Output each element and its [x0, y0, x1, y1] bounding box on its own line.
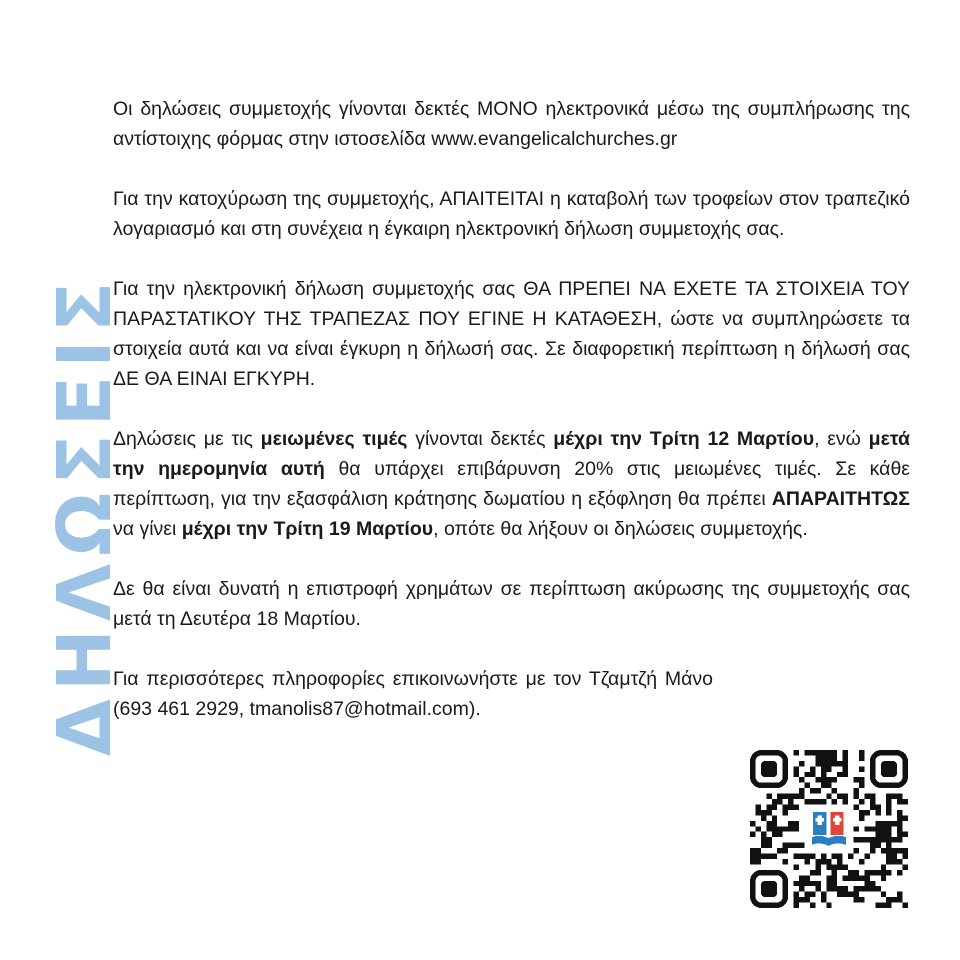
qr-module	[903, 815, 908, 820]
qr-module	[854, 794, 859, 799]
qr-module	[886, 843, 891, 848]
qr-module	[772, 815, 777, 820]
qr-module	[755, 854, 760, 859]
qr-module	[897, 815, 902, 820]
qr-module	[886, 837, 891, 842]
qr-module	[766, 854, 771, 859]
qr-module	[815, 750, 820, 755]
qr-module	[826, 777, 831, 782]
qr-module	[903, 799, 908, 804]
qr-module	[870, 881, 875, 886]
qr-module	[837, 761, 842, 766]
qr-module	[810, 892, 815, 897]
qr-module	[777, 794, 782, 799]
qr-module	[815, 859, 820, 864]
qr-module	[832, 777, 837, 782]
qr-module	[772, 804, 777, 809]
qr-module	[843, 766, 848, 771]
qr-module	[843, 761, 848, 766]
body-text	[113, 94, 910, 724]
qr-module	[875, 886, 880, 891]
paragraph-refund: Δε θα είναι δυνατή η επιστροφή χρημάτων σε περίπτωση ακύρωσης της συμμετοχής σας μετά τη Δευτέρα 18 Μαρτίου.	[113, 578, 910, 630]
qr-module	[794, 750, 799, 755]
qr-module	[832, 886, 837, 891]
qr-module	[837, 892, 842, 897]
qr-module	[903, 848, 908, 853]
qr-module	[799, 881, 804, 886]
qr-module	[783, 859, 788, 864]
qr-module	[799, 886, 804, 891]
qr-module	[886, 810, 891, 815]
qr-module	[799, 761, 804, 766]
qr-module	[886, 821, 891, 826]
paragraph-deadlines	[113, 424, 910, 544]
qr-module	[761, 837, 766, 842]
qr-module	[892, 837, 897, 842]
qr-module	[903, 854, 908, 859]
qr-module	[810, 903, 815, 908]
qr-module	[886, 799, 891, 804]
qr-module	[804, 892, 809, 897]
qr-module	[815, 864, 820, 869]
qr-module	[794, 826, 799, 831]
qr-finder-center	[881, 761, 897, 777]
qr-module	[892, 854, 897, 859]
qr-module	[810, 772, 815, 777]
qr-module	[843, 799, 848, 804]
qr-module	[870, 843, 875, 848]
qr-module	[799, 788, 804, 793]
qr-module	[761, 832, 766, 837]
qr-module	[886, 859, 891, 864]
qr-module	[854, 777, 859, 782]
qr-module	[881, 875, 886, 880]
qr-module	[783, 843, 788, 848]
qr-module	[875, 810, 880, 815]
qr-module	[783, 794, 788, 799]
qr-module	[854, 826, 859, 831]
qr-module	[804, 772, 809, 777]
qr-module	[875, 837, 880, 842]
qr-module	[870, 870, 875, 875]
qr-module	[821, 859, 826, 864]
qr-module	[799, 897, 804, 902]
qr-module	[859, 755, 864, 760]
qr-module	[794, 881, 799, 886]
logo-cross	[815, 818, 824, 821]
qr-module	[821, 897, 826, 902]
qr-module	[859, 859, 864, 864]
qr-module	[886, 794, 891, 799]
qr-module	[864, 794, 869, 799]
qr-module	[794, 804, 799, 809]
qr-module	[832, 750, 837, 755]
qr-module	[794, 794, 799, 799]
qr-module	[794, 892, 799, 897]
qr-module	[886, 870, 891, 875]
qr-module	[804, 854, 809, 859]
qr-module	[832, 864, 837, 869]
deadline-text: Δηλώσεις με τις	[113, 428, 261, 450]
deadline-text: θα υπάρχει επιβάρυνση 20% στις μειωμένες τιμές. Σε κάθε περίπτωση, για την εξασφάλιση κράτησης δωματίου η εξόφληση θα πρέπει	[113, 458, 910, 510]
qr-module	[843, 886, 848, 891]
side-title: ΔΗΛΩΣΕΙΣ	[42, 273, 128, 757]
qr-module	[821, 772, 826, 777]
qr-module	[794, 772, 799, 777]
qr-module	[826, 886, 831, 891]
qr-module	[859, 783, 864, 788]
qr-module	[859, 777, 864, 782]
qr-module	[859, 766, 864, 771]
qr-module	[864, 881, 869, 886]
qr-module	[843, 864, 848, 869]
qr-module	[848, 870, 853, 875]
qr-module	[826, 881, 831, 886]
qr-module	[897, 832, 902, 837]
qr-module	[826, 794, 831, 799]
qr-module	[837, 794, 842, 799]
qr-module	[799, 794, 804, 799]
qr-module	[854, 886, 859, 891]
qr-module	[897, 837, 902, 842]
qr-module	[766, 837, 771, 842]
qr-module	[750, 854, 755, 859]
qr-module	[837, 886, 842, 891]
qr-module	[897, 810, 902, 815]
qr-module	[788, 821, 793, 826]
qr-module	[750, 832, 755, 837]
qr-module	[783, 826, 788, 831]
qr-module	[892, 821, 897, 826]
qr-module	[826, 766, 831, 771]
qr-module	[848, 875, 853, 880]
qr-module	[761, 854, 766, 859]
qr-module	[854, 892, 859, 897]
qr-module	[837, 854, 842, 859]
qr-module	[777, 848, 782, 853]
qr-module	[886, 903, 891, 908]
qr-module	[750, 848, 755, 853]
qr-module	[761, 815, 766, 820]
qr-module	[772, 832, 777, 837]
qr-module	[875, 843, 880, 848]
qr-module	[859, 815, 864, 820]
paragraph-contact: Για περισσότερες πληροφορίες επικοινωνήστε με τον Τζαμτζή Μάνο (693 461 2929, tmanolis87@hotmail.com).	[113, 668, 713, 720]
qr-module	[783, 810, 788, 815]
qr-module	[897, 799, 902, 804]
qr-module	[799, 843, 804, 848]
qr-module	[859, 837, 864, 842]
qr-module	[892, 859, 897, 864]
qr-module	[832, 875, 837, 880]
qr-module	[854, 870, 859, 875]
qr-module	[881, 837, 886, 842]
deadline-text: γίνονται δεκτές	[407, 428, 554, 450]
qr-module	[854, 848, 859, 853]
qr-module	[794, 903, 799, 908]
qr-module	[777, 832, 782, 837]
qr-module	[755, 804, 760, 809]
qr-module	[864, 826, 869, 831]
qr-module	[815, 799, 820, 804]
qr-module	[864, 837, 869, 842]
qr-module	[875, 821, 880, 826]
qr-module	[772, 799, 777, 804]
qr-module	[903, 832, 908, 837]
qr-module	[815, 777, 820, 782]
qr-module	[837, 772, 842, 777]
qr-module	[804, 750, 809, 755]
qr-module	[864, 854, 869, 859]
qr-module	[826, 755, 831, 760]
qr-module	[826, 783, 831, 788]
qr-module	[777, 799, 782, 804]
qr-module	[821, 750, 826, 755]
qr-module	[826, 750, 831, 755]
qr-module	[832, 788, 837, 793]
qr-module	[810, 854, 815, 859]
qr-module	[761, 843, 766, 848]
qr-module	[766, 810, 771, 815]
qr-module	[875, 870, 880, 875]
qr-module	[886, 826, 891, 831]
qr-module	[815, 886, 820, 891]
qr-module	[826, 875, 831, 880]
qr-module	[804, 875, 809, 880]
qr-module	[881, 848, 886, 853]
qr-module	[826, 761, 831, 766]
qr-module	[897, 848, 902, 853]
qr-module	[897, 892, 902, 897]
qr-module	[777, 826, 782, 831]
qr-module	[897, 897, 902, 902]
qr-module	[821, 755, 826, 760]
qr-module	[854, 875, 859, 880]
qr-module	[897, 821, 902, 826]
qr-module	[799, 854, 804, 859]
qr-module	[897, 859, 902, 864]
qr-module	[859, 875, 864, 880]
qr-module	[826, 859, 831, 864]
qr-module	[859, 897, 864, 902]
qr-module	[810, 799, 815, 804]
qr-module	[897, 794, 902, 799]
qr-module	[794, 843, 799, 848]
qr-module	[761, 810, 766, 815]
qr-module	[821, 766, 826, 771]
qr-module	[810, 750, 815, 755]
qr-module	[854, 804, 859, 809]
qr-module	[843, 750, 848, 755]
qr-module	[821, 799, 826, 804]
deadline-text: , οπότε θα λήξουν οι δηλώσεις συμμετοχής.	[433, 518, 808, 540]
qr-module	[848, 854, 853, 859]
qr-module	[772, 826, 777, 831]
qr-finder-center	[761, 761, 777, 777]
qr-module	[859, 810, 864, 815]
qr-module	[815, 881, 820, 886]
after-date-bold: μετά την ημερομηνία αυτή	[113, 428, 911, 480]
qr-module	[892, 848, 897, 853]
qr-module	[772, 821, 777, 826]
qr-module	[886, 832, 891, 837]
reduced-prices-bold: μειωμένες τιμές	[260, 428, 408, 450]
qr-module	[794, 821, 799, 826]
qr-module	[870, 799, 875, 804]
qr-module	[881, 903, 886, 908]
qr-module	[832, 755, 837, 760]
qr-module	[810, 788, 815, 793]
qr-code-graphic	[750, 750, 908, 908]
qr-module	[755, 826, 760, 831]
final-deadline-bold: μέχρι την Τρίτη 19 Μαρτίου	[181, 518, 434, 540]
qr-module	[854, 788, 859, 793]
qr-module	[799, 777, 804, 782]
paragraph-payment: Για την κατοχύρωση της συμμετοχής, ΑΠΑΙΤΕΙΤΑΙ η καταβολή των τροφείων στον τραπεζικό λογαριασμό και στη συνέχεια η έγκαιρη ηλεκτρονική δήλωση συμμετοχής σας.	[113, 188, 910, 240]
qr-module	[766, 843, 771, 848]
qr-module	[864, 875, 869, 880]
qr-module	[826, 864, 831, 869]
qr-module	[794, 864, 799, 869]
qr-module	[875, 826, 880, 831]
qr-module	[783, 848, 788, 853]
qr-module	[854, 897, 859, 902]
qr-module	[897, 870, 902, 875]
qr-module	[881, 870, 886, 875]
qr-module	[832, 854, 837, 859]
qr-module	[804, 859, 809, 864]
deadline-text: , ενώ	[814, 428, 869, 450]
qr-module	[881, 826, 886, 831]
qr-module	[810, 870, 815, 875]
qr-module	[755, 859, 760, 864]
mandatory-bold: ΑΠΑΡΑΙΤΗΤΩΣ	[771, 488, 910, 510]
qr-module	[843, 875, 848, 880]
qr-module	[821, 777, 826, 782]
qr-module	[766, 821, 771, 826]
qr-module	[870, 848, 875, 853]
qr-module	[804, 783, 809, 788]
qr-module	[864, 810, 869, 815]
logo-cross	[833, 818, 842, 821]
qr-module	[788, 826, 793, 831]
qr-module	[832, 881, 837, 886]
qr-module	[903, 903, 908, 908]
qr-module	[783, 804, 788, 809]
qr-module	[821, 783, 826, 788]
qr-module	[750, 821, 755, 826]
qr-module	[750, 859, 755, 864]
qr-module	[755, 848, 760, 853]
qr-module	[881, 832, 886, 837]
qr-module	[788, 804, 793, 809]
qr-module	[766, 794, 771, 799]
qr-module	[826, 903, 831, 908]
qr-module	[837, 859, 842, 864]
qr-module	[864, 870, 869, 875]
qr-module	[794, 897, 799, 902]
qr-module	[843, 892, 848, 897]
qr-module	[870, 794, 875, 799]
qr-module	[821, 761, 826, 766]
qr-module	[837, 864, 842, 869]
qr-module	[886, 897, 891, 902]
qr-module	[859, 886, 864, 891]
qr-module	[903, 864, 908, 869]
qr-module	[810, 766, 815, 771]
qr-module	[772, 854, 777, 859]
qr-module	[810, 881, 815, 886]
qr-module	[843, 794, 848, 799]
qr-module	[766, 826, 771, 831]
paragraph-online-forms: Οι δηλώσεις συμμετοχής γίνονται δεκτές ΜΟΝΟ ηλεκτρονικά μέσω της συμπλήρωσης της αντίστοιχης φόρμας στην ιστοσελίδα www.evangelicalchurches.gr	[113, 98, 910, 150]
qr-finder-center	[761, 881, 777, 897]
qr-module	[794, 854, 799, 859]
qr-module	[886, 804, 891, 809]
qr-module	[881, 821, 886, 826]
qr-module	[875, 832, 880, 837]
qr-module	[788, 794, 793, 799]
qr-module	[815, 788, 820, 793]
qr-module	[788, 843, 793, 848]
qr-module	[804, 799, 809, 804]
qr-module	[870, 804, 875, 809]
qr-module	[804, 897, 809, 902]
qr-module	[843, 772, 848, 777]
qr-module	[892, 794, 897, 799]
qr-module	[815, 761, 820, 766]
qr-module	[821, 854, 826, 859]
qr-module	[832, 799, 837, 804]
qr-module	[886, 854, 891, 859]
first-deadline-bold: μέχρι την Τρίτη 12 Μαρτίου	[553, 428, 815, 450]
qr-module	[897, 826, 902, 831]
qr-module	[892, 897, 897, 902]
qr-module	[843, 755, 848, 760]
qr-module	[875, 804, 880, 809]
qr-module	[788, 799, 793, 804]
qr-module	[832, 870, 837, 875]
qr-module	[804, 881, 809, 886]
qr-module	[881, 892, 886, 897]
qr-module	[859, 799, 864, 804]
qr-module	[755, 810, 760, 815]
qr-module	[870, 826, 875, 831]
qr-module	[886, 848, 891, 853]
qr-module	[864, 886, 869, 891]
qr-code-icon[interactable]	[750, 750, 908, 908]
qr-module	[794, 766, 799, 771]
qr-module	[875, 903, 880, 908]
qr-module	[832, 761, 837, 766]
deadline-text: να γίνει	[113, 518, 182, 540]
qr-module	[854, 837, 859, 842]
qr-module	[870, 837, 875, 842]
qr-module	[821, 892, 826, 897]
qr-module	[799, 875, 804, 880]
qr-module	[859, 750, 864, 755]
qr-module	[766, 804, 771, 809]
qr-module	[815, 870, 820, 875]
qr-module	[881, 864, 886, 869]
paragraph-bank-receipt: Για την ηλεκτρονική δήλωση συμμετοχής σας ΘΑ ΠΡΕΠΕΙ ΝΑ ΕΧΕΤΕ ΤΑ ΣΤΟΙΧΕΙΑ ΤΟΥ ΠΑΡΑΣΤΑΤΙΚΟΥ ΤΗΣ ΤΡΑΠΕΖΑΣ ΠΟΥ ΕΓΙΝΕ Η ΚΑΤΑΘΕΣΗ, ώστε να συμπληρώσετε τα στοιχεία αυτά και να είναι έγκυρη η δήλωσή σας. Σε διαφορετική περίπτωση η δήλωσή σας ΔΕ ΘΑ ΕΙΝΑΙ ΕΓΚΥΡΗ.	[113, 278, 910, 390]
qr-module	[870, 886, 875, 891]
qr-module	[848, 892, 853, 897]
qr-module	[815, 755, 820, 760]
